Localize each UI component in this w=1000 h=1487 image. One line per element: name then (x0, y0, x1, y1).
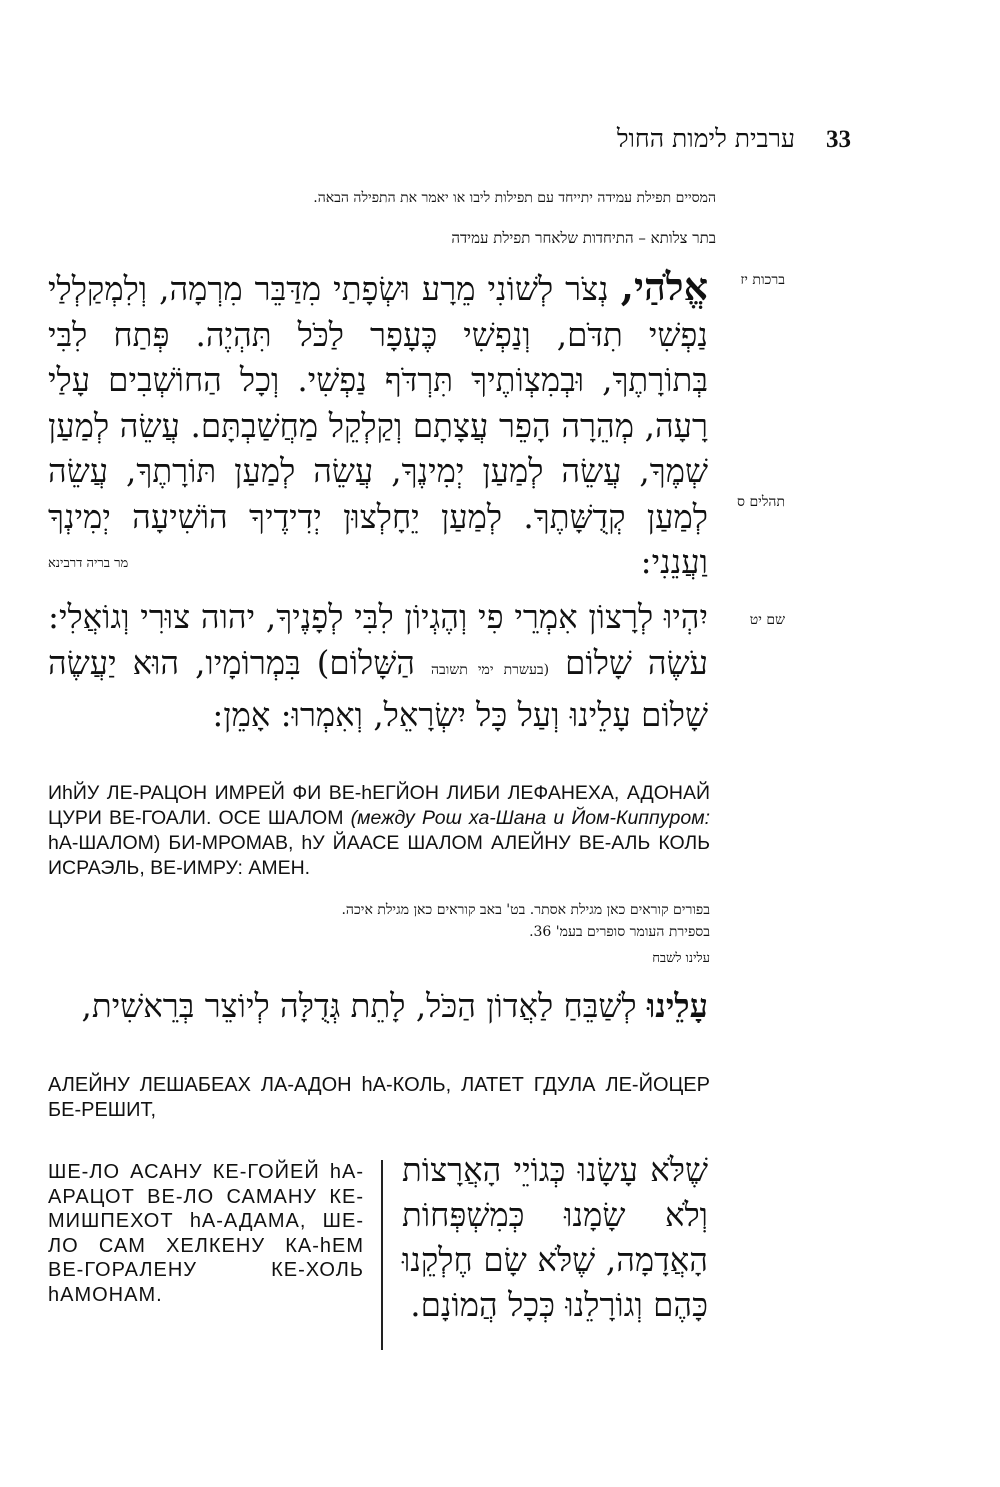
purim-instruction: בפורים קוראים כאן מגילת אסתר. בט' באב קוראים כאן מגילת איכה. (341, 902, 710, 918)
yihyu-inline-note-word: הַשָּׁלוֹם) (316, 643, 415, 682)
aleinu-title: עלינו לשבח (652, 951, 710, 966)
page-number: 33 (826, 126, 851, 153)
yihyu-transliteration (48, 781, 710, 881)
omer-instruction: בספירת העומר סופרים בעמ' 36. (529, 924, 710, 940)
intro-instruction: המסיים תפילת עמידה יתייחד עם תפילות ליבו או יאמר את התפילה הבאה. (313, 190, 716, 206)
column-divider (381, 1160, 383, 1350)
margin-ref-shem: שם יט (749, 612, 785, 628)
aleinu-first-word: עָלֵינוּ (646, 986, 708, 1025)
elohai-first-word: אֱלֹהַי, (620, 264, 708, 309)
yihyu-paragraph (48, 595, 708, 739)
margin-ref-tehillim: תהלים ס (737, 494, 785, 510)
yihyu-inline-note: (בעשרת ימי תשובה (430, 661, 550, 678)
yihyu-translit-part2: hА-ШАЛОМ) БИ-МРОМАВ, hУ ЙААСЕ ШАЛОМ АЛЕЙНУ ВЕ-АЛЬ КОЛЬ ИСРАЭЛЬ, ВЕ-ИМРУ: АМЕН. (48, 832, 710, 879)
elohai-netzor-paragraph (48, 264, 708, 586)
shelo-hebrew-column: שֶׁלֹּא עָשָׂנוּ כְּגוֹיֵי הָאֲרָצוֹת וְלֹא שָׂמָנוּ כְּמִשְׁפְּחוֹת הָאֲדָמָה, שֶׁלֹּא שָׂם חֶלְקֵנוּ כָּהֶם וְגוֹרָלֵנוּ כְּכָל הֲמוֹנָם. (402, 1151, 708, 1324)
aleinu-transliteration: АЛЕЙНУ ЛЕШАБЕАХ ЛА-АДОН hА-КОЛЬ, ЛАТЕТ ГДУЛА ЛЕ-ЙОЦЕР БЕ-РЕШИТ, (48, 1074, 710, 1121)
yihyu-translit-italic: (между Рош ха-Шана и Йом-Киппуром: (350, 807, 710, 829)
margin-ref-berachot: ברכות יז (740, 272, 785, 288)
section-title: בתר צלותא – התיחדות שלאחר תפילת עמידה (451, 229, 716, 247)
yihyu-translit-part1: ИhЙУ ЛЕ-РАЦОН ИМРЕЙ ФИ ВЕ-hЕГЙОН ЛИБИ ЛЕФАНЕХА, АДОНАЙ ЦУРИ ВЕ-ГОАЛИ. ОСЕ ШАЛОМ (48, 782, 710, 829)
author-note: מר בריה דרבינא (48, 556, 129, 571)
yihyu-part1: יִהְיוּ לְרָצוֹן אִמְרֵי פִי וְהֶגְיוֹן לִבִּי לְפָנֶיךָ, יהוה צוּרִי וְגוֹאֲלִי: עֹשֶׂה שָׁלוֹם (48, 598, 708, 682)
running-title: ערבית לימות החול (616, 124, 795, 153)
elohai-text: נְצֹר לְשׁוֹנִי מֵרָע וּשְׂפָתַי מִדַּבֵּר מִרְמָה, וְלִמְקַלְלַי נַפְשִׁי תִדֹּם, וְנַפְשִׁי כֶּעָפָר לַכֹּל תִּהְיֶה. פְּתַח לִבִּי בְּתוֹרָתֶךָ, וּבְמִצְוֹתֶיךָ תִּרְדֹּף נַפְשִׁי. וְכָל הַחוֹשְׁבִים עָלַי רָעָה, מְהֵרָה הָפֵר עֲצָתָם וְקַלְקֵל מַחֲשַׁבְתָּם. עֲשֵׂה לְמַעַן שְׁמֶךָ, עֲשֵׂה לְמַעַן יְמִינֶךָ, עֲשֵׂה לְמַעַן תּוֹרָתֶךָ, עֲשֵׂה לְמַעַן קְדֻשָּׁתֶךָ. לְמַעַן יֵחָלְצוּן יְדִידֶיךָ הוֹשִׁיעָה יְמִינְךָ וַעֲנֵנִי: (48, 270, 708, 581)
yihyu-part2: בִּמְרוֹמָיו, הוּא יַעֲשֶׂה שָׁלוֹם עָלֵינוּ וְעַל כָּל יִשְׂרָאֵל, וְאִמְרוּ: אָמֵן: (48, 643, 708, 734)
shelo-transliteration-column: ШЕ-ЛО АСАНУ КЕ-ГОЙЕЙ hА-АРАЦОТ ВЕ-ЛО САМАНУ КЕ-МИШПЕХОТ hА-АДАМА, ШЕ-ЛО САМ ХЕЛКЕНУ КА-hЕМ ВЕ-ГОРАЛЕНУ КЕ-ХОЛЬ hАМОНАМ. (48, 1161, 364, 1306)
aleinu-text: לְשַׁבֵּחַ לַאֲדוֹן הַכֹּל, לָתֵת גְּדֻלָּה לְיוֹצֵר בְּרֵאשִׁית, (81, 987, 637, 1025)
aleinu-paragraph (48, 983, 708, 1030)
